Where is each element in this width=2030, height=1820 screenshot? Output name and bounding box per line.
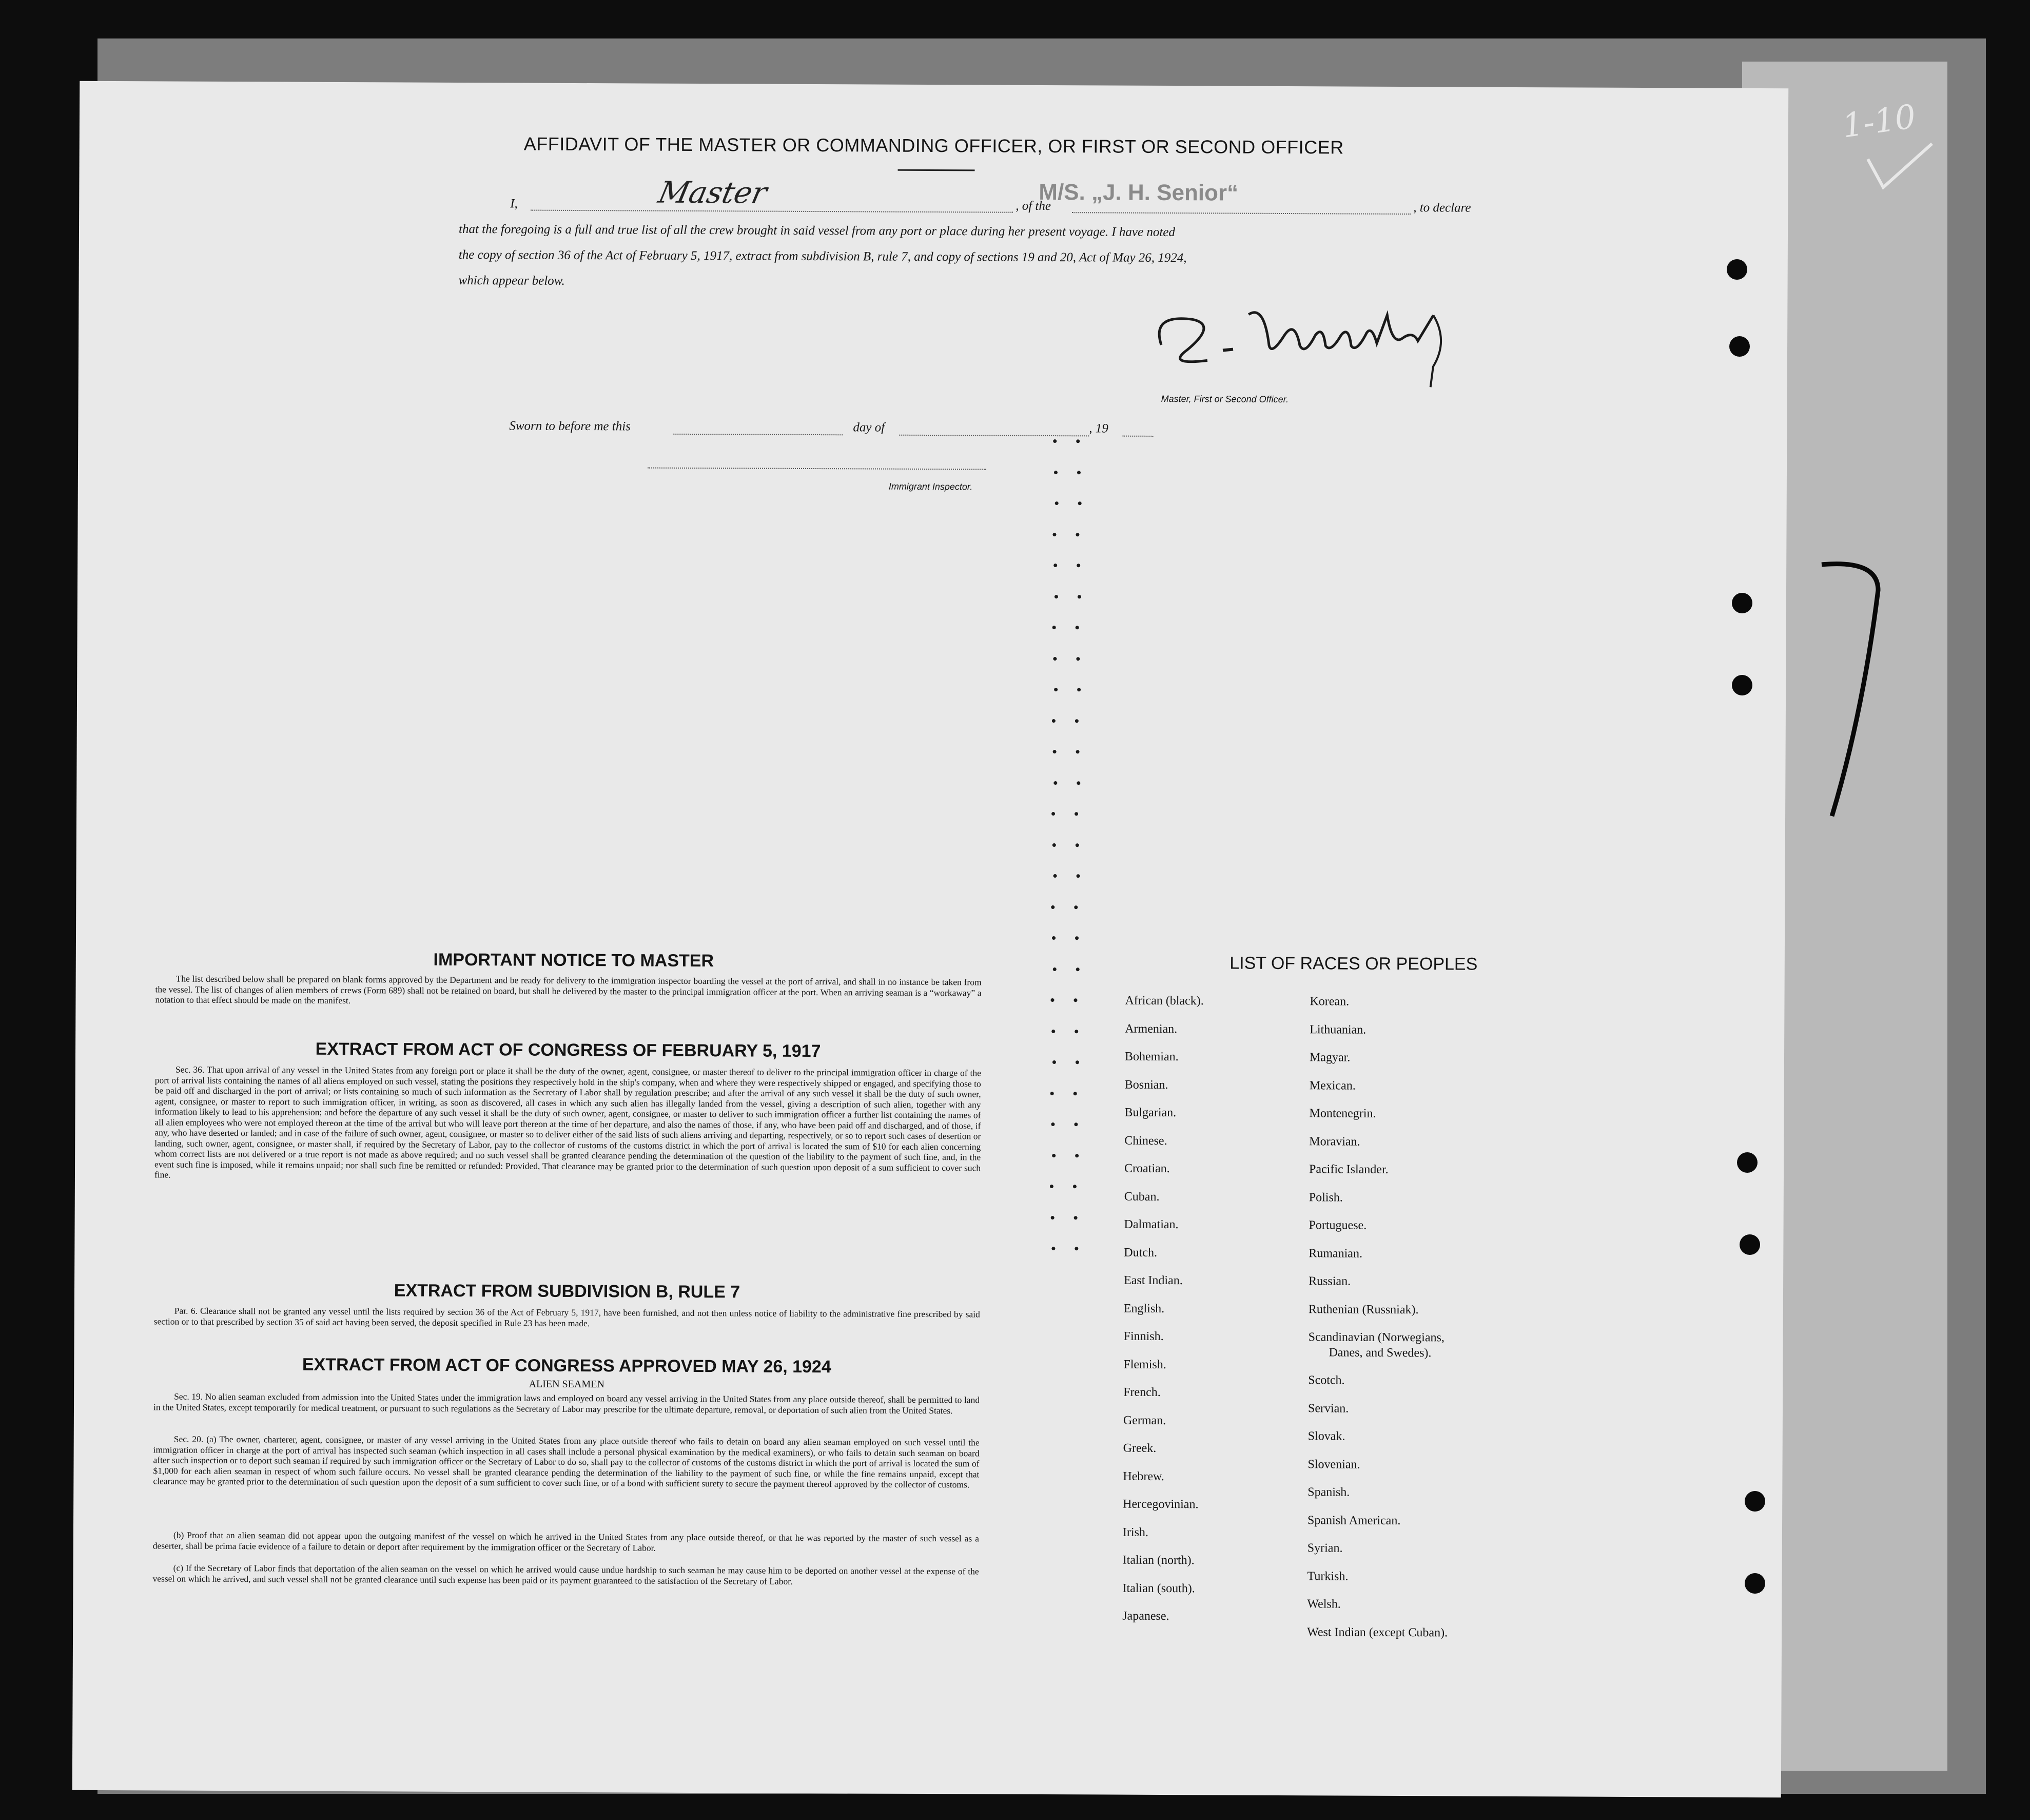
declaration-line-3: the copy of section 36 of the Act of February 5, 1917, extract from subdivision B, rule 7, and copy of sections 19 and 20, Act of May 26, 1924, xyxy=(458,247,1187,265)
extract-rule7-title: EXTRACT FROM SUBDIVISION B, RULE 7 xyxy=(394,1281,740,1302)
bleed-dot xyxy=(1076,843,1079,847)
race-item-right: Slovak. xyxy=(1307,1429,1345,1444)
race-item-left: Armenian. xyxy=(1125,1022,1178,1036)
bleed-dot xyxy=(1052,936,1056,940)
year-prefix: , 19 xyxy=(1089,421,1108,436)
bleed-dot xyxy=(1051,812,1055,816)
race-item-left: Dutch. xyxy=(1124,1246,1158,1260)
bleed-dot xyxy=(1053,564,1057,567)
extract-1924-subtitle: ALIEN SEAMEN xyxy=(529,1378,604,1390)
race-item-right: Moravian. xyxy=(1309,1134,1360,1149)
race-item-left: East Indian. xyxy=(1124,1273,1183,1288)
race-item-right: Polish. xyxy=(1309,1190,1343,1205)
race-item-right: Spanish American. xyxy=(1307,1514,1401,1527)
bleed-dot xyxy=(1076,439,1080,443)
race-item-right: Scandinavian (Norwegians, xyxy=(1308,1330,1445,1345)
race-item-right: Slovenian. xyxy=(1307,1458,1360,1472)
bleed-dot xyxy=(1078,595,1081,598)
margin-checkmark xyxy=(1863,139,1940,195)
bleed-dot xyxy=(1052,1060,1056,1064)
bleed-dot xyxy=(1055,501,1059,505)
bleed-dot xyxy=(1052,719,1056,723)
vessel-field xyxy=(1072,212,1411,215)
race-item-left: Italian (south). xyxy=(1122,1581,1195,1595)
binder-hole xyxy=(1745,1573,1765,1594)
declarant-prefix: I, xyxy=(510,197,518,211)
bleed-dot xyxy=(1053,657,1057,661)
declaration-line-4: which appear below. xyxy=(458,273,565,288)
bleed-dot xyxy=(1073,998,1077,1002)
declarant-field xyxy=(531,210,1013,213)
bleed-dot xyxy=(1076,750,1080,753)
bleed-dot xyxy=(1076,657,1080,661)
bleed-dot xyxy=(1051,1122,1055,1126)
bleed-dot xyxy=(1077,471,1081,474)
bleed-dot xyxy=(1053,967,1057,971)
bleed-dot xyxy=(1051,1030,1055,1033)
bleed-dot xyxy=(1078,501,1082,505)
race-item-left: Hercegovinian. xyxy=(1123,1497,1199,1512)
race-item-right: Magyar. xyxy=(1309,1051,1351,1064)
bleed-dot xyxy=(1075,1247,1078,1250)
extract-1924-sec20b: (b) Proof that an alien seaman did not appear upon the outgoing manifest of the vessel on which he arrived in the United States from any place outside thereof, or that he was reported by the master of such vessel as a deserter, shall be prima facie evidence of a failure to detain or deport after requirement by the immigration officer or the Secretary of Labor. xyxy=(152,1529,979,1553)
bleed-dot xyxy=(1076,1060,1079,1064)
race-item-left: Hebrew. xyxy=(1123,1469,1164,1483)
race-item-left: English. xyxy=(1123,1302,1165,1315)
bleed-dot xyxy=(1073,1185,1077,1188)
race-item-right: West Indian (except Cuban). xyxy=(1307,1625,1448,1640)
bleed-dot xyxy=(1053,750,1057,753)
notice-title: IMPORTANT NOTICE TO MASTER xyxy=(433,950,714,971)
binder-hole xyxy=(1737,1152,1758,1173)
race-item-right: Portuguese. xyxy=(1309,1218,1367,1232)
extract-1924-title: EXTRACT FROM ACT OF CONGRESS APPROVED MAY 26, 1924 xyxy=(302,1354,831,1377)
binder-hole xyxy=(1745,1491,1765,1512)
bleed-dot xyxy=(1051,1216,1055,1219)
bleed-dot xyxy=(1077,564,1080,567)
extract-rule7-text: Par. 6. Clearance shall not be granted any vessel until the lists required by section 36 of the Act of February 5, 1917, have been furnished, and not then unless notice of liability to the administrative fine prescribed by said section or to that prescribed by section 35 of said act having been served, the deposit specified in Rule 23 has been made. xyxy=(153,1305,980,1328)
bleed-dot xyxy=(1050,998,1054,1002)
bleed-dot xyxy=(1074,1122,1078,1126)
race-item-left: Flemish. xyxy=(1123,1358,1166,1371)
race-item-right: Montenegrin. xyxy=(1309,1107,1376,1120)
bleed-dot xyxy=(1052,843,1056,847)
binder-hole xyxy=(1729,336,1750,357)
vessel-name-stamp: M/S. „J. H. Senior“ xyxy=(1039,179,1239,206)
document-page xyxy=(72,81,1788,1797)
title-underline xyxy=(898,169,975,171)
race-item-right: Mexican. xyxy=(1309,1078,1356,1093)
race-item-right: Syrian. xyxy=(1307,1541,1343,1555)
race-item-left: Bosnian. xyxy=(1124,1078,1168,1092)
extract-1917-text: Sec. 36. That upon arrival of any vessel in the United States from any foreign port or place it shall be the duty of the owner, agent, consignee, or master thereof to deliver to the principal immigration officer in charge of the port of arrival lists containing the names of all aliens employed on such vessel, stating the positions they respectively hold in the ship's company, when and where they were respectively shipped or engaged, and specifying those to be paid off and discharged in the port of arrival; or lists containing so much of such information as the Secretary of Labor shall by regulation prescribe; and after the arrival of any such vessel it shall be the duty of such owner, agent, consignee, or master to report to such immigration officer, in writing, as soon as discovered, all cases in which any such alien has illegally landed from the vessel, giving a description of such alien, together with any information likely to lead to his apprehension; and before the departure of any such vessel it shall be the duty of such owner, agent, consignee, or master to deliver to such immigration officer a further list containing the names of all alien employees who were not employed thereon at the time of the arrival but who will leave port thereon at the time of her departure, and also the names of those, if any, who have been paid off and discharged, and of those, if any, who have deserted or landed; and in case of the failure of such owner, agent, consignee, or master so to deliver either of the said lists of such aliens arriving and departing, respectively, or so to report such cases of desertion or landing, such owner, agent, consignee, or master shall, if required by the Secretary of Labor, pay to the collector of customs of the customs district in which the port of arrival is located the sum of $10 for each alien concerning whom correct lists are not delivered or a true report is not made as above required; and no such vessel shall be granted clearance pending the determination of the question of the liability to the payment of such fine, and, in the event such fine is imposed, while it remains unpaid; nor shall such fine be remitted or refunded: Provided, That clearance may be granted prior to the determination of such question upon deposit of a sum sufficient to cover such fine. xyxy=(154,1064,981,1180)
inspector-signature-field xyxy=(648,468,986,470)
race-item-right: Danes, and Swedes). xyxy=(1329,1346,1432,1360)
bleed-dot xyxy=(1053,439,1057,443)
race-item-right: Lithuanian. xyxy=(1310,1022,1367,1037)
bleed-dot xyxy=(1055,595,1058,598)
bleed-dot xyxy=(1053,874,1057,878)
of-the-label: , of the xyxy=(1016,199,1051,214)
race-item-left: Dalmatian. xyxy=(1124,1217,1179,1232)
race-item-left: Bohemian. xyxy=(1124,1050,1179,1064)
race-item-right: Spanish. xyxy=(1307,1485,1350,1500)
race-item-left: Chinese. xyxy=(1124,1134,1167,1148)
day-of-label: day of xyxy=(853,420,885,435)
bleed-dot xyxy=(1075,936,1079,940)
extract-1924-sec20a: Sec. 20. (a) The owner, charterer, agent, consignee, or master of any vessel arriving in the United States from any place outside thereof who fails to detain on board any alien seaman employed on such vessel until the immigration officer in charge at the port of arrival has inspected such seaman (which inspection in all cases shall include a personal physical examination by the medical examiners), or who fails to detain such seaman on board after such inspection or to deport such seaman if required by such immigration officer or the Secretary of Labor to do so, shall pay to the collector of customs of the customs district in which the port of arrival is located the sum of $1,000 for each alien seaman in respect of whom such failure occurs. No vessel shall be granted clearance pending the determination of the liability to the payment of such fine, or while the fine remains unpaid, except that clearance may be granted prior to the determination of such question upon the deposit of a sum sufficient to cover such fine, or of a bond with sufficient surety to secure the payment thereof approved by the collector of customs. xyxy=(153,1434,980,1490)
bleed-dot xyxy=(1075,719,1079,723)
binder-hole xyxy=(1740,1234,1760,1255)
race-item-left: French. xyxy=(1123,1385,1161,1399)
bleed-dot xyxy=(1054,688,1058,691)
master-signature xyxy=(1146,283,1454,398)
bleed-dot xyxy=(1050,1185,1053,1188)
race-item-right: Russian. xyxy=(1309,1274,1351,1288)
race-item-right: Pacific Islander. xyxy=(1309,1163,1389,1176)
bleed-dot xyxy=(1077,874,1080,878)
race-item-left: Irish. xyxy=(1122,1525,1149,1539)
race-item-left: Croatian. xyxy=(1124,1161,1170,1176)
bleed-dot xyxy=(1073,1092,1077,1095)
bleed-dot xyxy=(1074,905,1078,909)
bleed-dot xyxy=(1076,533,1079,536)
inspector-caption: Immigrant Inspector. xyxy=(888,481,973,492)
bleed-dot xyxy=(1075,1030,1078,1033)
race-item-left: German. xyxy=(1123,1414,1166,1427)
declaration-line-2: that the foregoing is a full and true list of all the crew brought in said vessel from any port or place during her present voyage. I have noted xyxy=(458,222,1175,240)
sworn-day-field xyxy=(673,434,843,435)
binder-hole xyxy=(1732,593,1752,613)
binder-hole xyxy=(1732,675,1752,695)
sworn-prefix: Sworn to before me this xyxy=(509,419,631,434)
race-item-right: Turkish. xyxy=(1307,1570,1349,1583)
affidavit-title: AFFIDAVIT OF THE MASTER OR COMMANDING OFFICER, OR FIRST OR SECOND OFFICER xyxy=(523,133,1344,158)
signature-caption: Master, First or Second Officer. xyxy=(1161,393,1289,405)
bleed-dot xyxy=(1075,812,1078,816)
sworn-year-field xyxy=(1122,436,1153,437)
margin-note: 1-10 xyxy=(1840,98,1919,146)
extract-1924-sec20c: (c) If the Secretary of Labor finds that deportation of the alien seaman on the vessel on which he arrived would cause undue hardship to such seaman he may cause him to be deported on another vessel at the expense of the vessel on which he arrived, and such vessel shall not be granted clearance until such expense has been paid or its payment guaranteed to the satisfaction of the Secretary of Labor. xyxy=(152,1562,979,1586)
race-item-right: Korean. xyxy=(1310,995,1350,1009)
bleed-dot xyxy=(1077,688,1081,691)
bleed-dot xyxy=(1052,533,1056,536)
bleed-dot xyxy=(1076,967,1080,971)
bleed-dot xyxy=(1052,1154,1056,1157)
bleed-dot xyxy=(1051,1247,1055,1250)
notice-text: The list described below shall be prepared on blank forms approved by the Department and be ready for delivery to the immigration inspector boarding the vessel at the port of arrival, and shall in no instance be taken from the vessel. The list of changes of alien members of crews (Form 689) shall not be retained on board, but shall be delivered by the master to the principal immigration officer at the port. When an arriving seaman is a “workaway” a notation to that effect should be made on the manifest. xyxy=(155,973,982,1006)
race-item-right: Servian. xyxy=(1307,1402,1349,1416)
extract-1924-sec19: Sec. 19. No alien seaman excluded from admission into the United States under the immigration laws and employed on board any vessel arriving in the United States from any place outside thereof, shall be permitted to land in the United States, except temporarily for medical treatment, or pursuant to such regulations as the Secretary of Labor may prescribe for the ultimate departure, removal, or deportation of such alien from the United States. xyxy=(153,1391,980,1416)
race-item-left: Finnish. xyxy=(1123,1329,1164,1343)
bleed-dot xyxy=(1050,1092,1054,1095)
bleed-dot xyxy=(1077,781,1080,785)
race-item-left: African (black). xyxy=(1125,994,1204,1008)
bleed-dot xyxy=(1051,905,1055,909)
race-item-left: Cuban. xyxy=(1124,1190,1160,1204)
to-declare-label: , to declare xyxy=(1413,201,1471,215)
bleed-dot xyxy=(1074,1216,1078,1219)
bleed-dot xyxy=(1054,471,1058,474)
race-item-right: Scotch. xyxy=(1308,1373,1345,1388)
binder-hole xyxy=(1727,259,1747,280)
race-item-right: Ruthenian (Russniak). xyxy=(1308,1302,1419,1316)
race-item-left: Italian (north). xyxy=(1122,1553,1195,1567)
race-item-right: Welsh. xyxy=(1307,1597,1341,1611)
declarant-handwritten: Master xyxy=(655,175,770,210)
bleed-dot xyxy=(1053,781,1057,785)
margin-bracket-mark xyxy=(1817,559,1888,826)
sworn-month-field xyxy=(899,435,1089,437)
bleed-dot xyxy=(1076,626,1079,629)
race-item-left: Japanese. xyxy=(1122,1609,1169,1623)
extract-1917-title: EXTRACT FROM ACT OF CONGRESS OF FEBRUARY 5, 1917 xyxy=(315,1039,821,1061)
race-item-right: Rumanian. xyxy=(1309,1246,1363,1261)
races-title: LIST OF RACES OR PEOPLES xyxy=(1229,953,1478,974)
race-item-left: Greek. xyxy=(1123,1441,1157,1455)
bleed-dot xyxy=(1052,626,1056,629)
race-item-left: Bulgarian. xyxy=(1124,1106,1177,1120)
bleed-dot xyxy=(1075,1154,1079,1157)
